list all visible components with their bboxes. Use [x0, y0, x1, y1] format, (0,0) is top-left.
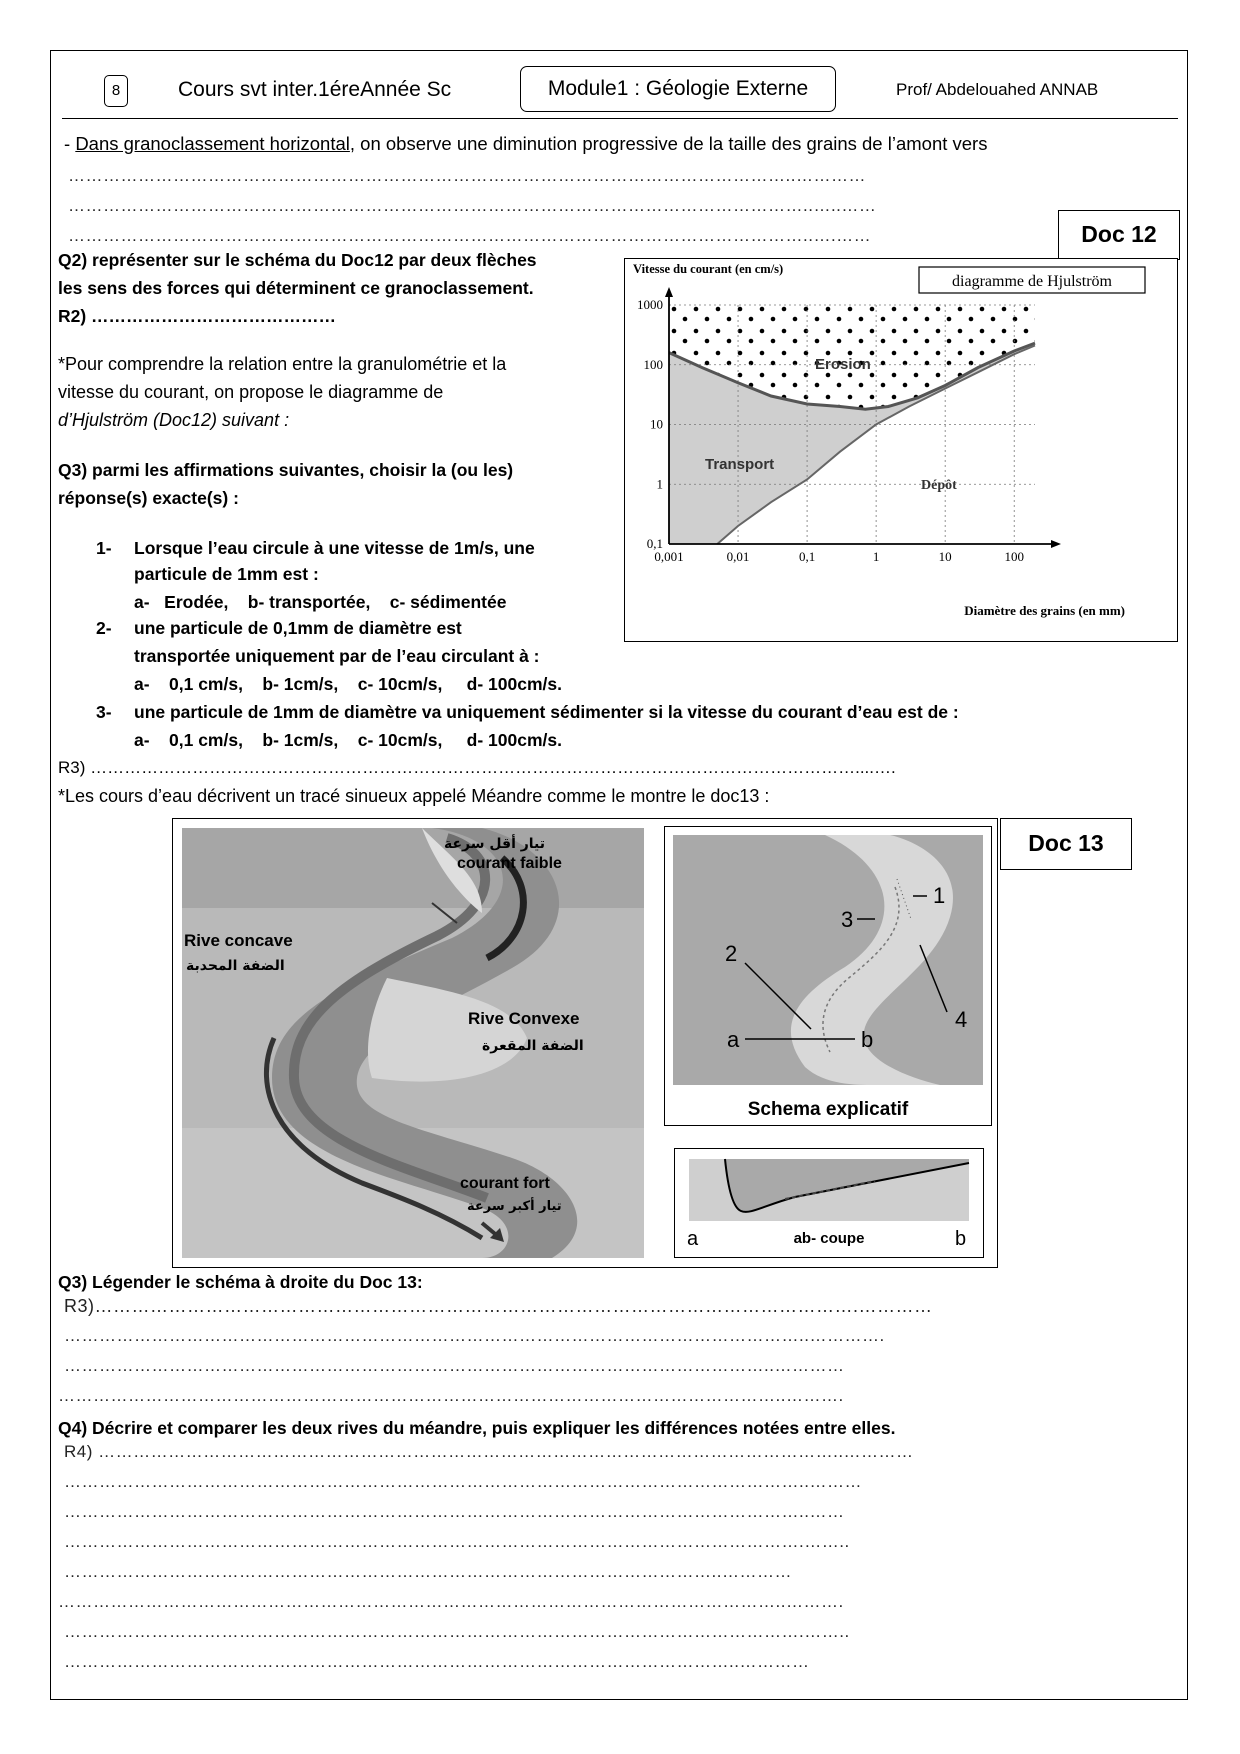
answer-line: ……………………………………………………………………………………………………..…………: [64, 1652, 810, 1671]
coupe-svg: [675, 1149, 983, 1257]
item-number: 2-: [96, 618, 112, 638]
answer-line: R4) ………………………………………………………………………………………………………………..…………: [64, 1442, 914, 1461]
rive-convexe-ar: الضفة المقعرة: [482, 1038, 584, 1054]
answer-line: ………………………………………………………………………………………………………………..……: [64, 1502, 845, 1521]
x-tick-label: 10: [938, 549, 952, 564]
courant-fort-label: courant fort: [460, 1175, 550, 1192]
prof-name: Prof/ Abdelouahed ANNAB: [896, 80, 1099, 99]
x-axis-title: Diamètre des grains (en mm): [964, 603, 1125, 618]
schema-label-4: 4: [955, 1007, 968, 1032]
coupe-ab: [674, 1148, 984, 1258]
schema-label-1: 1: [933, 883, 946, 908]
x-tick-label: 100: [1004, 549, 1024, 564]
answer-line: …………………………………………………………………………………………………..…………: [64, 1562, 792, 1581]
answer-line: ……………………………………………………………………………………………………………..…………: [68, 166, 866, 185]
hjulstrom-svg: [625, 259, 1177, 641]
para-line: *Pour comprendre la relation entre la granulométrie et la: [58, 354, 507, 374]
module-title: Module1 : Géologie Externe: [520, 66, 836, 112]
doc12-label: Doc 12: [1058, 210, 1180, 260]
item-text: Lorsque l’eau circule à une vitesse de 1m/s, une: [134, 538, 535, 558]
meandre-photo: [182, 828, 644, 1258]
q3-line: Q3) parmi les affirmations suivantes, choisir la (ou les): [58, 460, 514, 480]
y-tick-label: 1000: [637, 297, 663, 312]
x-tick-label: 0,001: [654, 549, 684, 564]
x-tick-label: 1: [872, 549, 880, 564]
header-divider: [62, 118, 1178, 119]
para-line: d’Hjulström (Doc12) suivant :: [58, 410, 290, 430]
r3-line: R3) ………………………………………………………………………………………………………………………....….: [58, 758, 896, 777]
q3-line: réponse(s) exacte(s) :: [58, 488, 239, 508]
answer-line: R3)…………………………………………………………………………………………………………….…………: [64, 1296, 933, 1316]
coupe-label-b: b: [955, 1228, 967, 1250]
item-text: transportée uniquement par de l’eau circulant à :: [134, 646, 540, 666]
schema-label-b: b: [861, 1027, 874, 1052]
intro-underlined: Dans granoclassement horizontal: [75, 133, 350, 154]
schema-svg: [665, 827, 991, 1125]
courant-fort-ar: تيار أكبر سرعة: [467, 1199, 562, 1214]
coupe-caption: ab- coupe: [793, 1230, 865, 1247]
intro-sentence: - Dans granoclassement horizontal, on observe une diminution progressive de la taille des grains de l’amont vers: [64, 133, 988, 154]
region-label-depot: Dépôt: [921, 478, 957, 493]
courant-faible-label: courant faible: [457, 855, 562, 872]
x-tick-label: 0,1: [798, 549, 816, 564]
q4-title: Q4) Décrire et comparer les deux rives du méandre, puis expliquer les différences notées entre elles.: [58, 1418, 896, 1438]
item-options: a- 0,1 cm/s, b- 1cm/s, c- 10cm/s, d- 100cm/s.: [134, 674, 562, 694]
y-tick-label: 0,1: [646, 536, 663, 551]
schema-explicatif: [664, 826, 992, 1126]
schema-label-a: a: [727, 1027, 740, 1052]
x-tick-label: 0,01: [726, 549, 750, 564]
answer-line: …………………………………………………………………………………………………………..…………: [64, 1356, 845, 1375]
meandre-intro: *Les cours d’eau décrivent un tracé sinueux appelé Méandre comme le montre le doc13 :: [58, 786, 770, 806]
answer-line: ………………………………………………………………………………………………………………..………: [64, 1472, 862, 1491]
q2-line: les sens des forces qui déterminent ce granoclassement.: [58, 278, 534, 298]
item-text: particule de 1mm est :: [134, 564, 319, 584]
item-options: a- 0,1 cm/s, b- 1cm/s, c- 10cm/s, d- 100cm/s.: [134, 730, 562, 750]
region-label-transport: Transport: [705, 456, 775, 473]
q2-line: Q2) représenter sur le schéma du Doc12 par deux flèches: [58, 250, 537, 270]
r2-line: R2) ……………………………………: [58, 306, 337, 326]
answer-line: ……………………………………………………………………………………………………………..……….: [58, 1592, 844, 1611]
page-number: 8: [104, 75, 128, 107]
y-tick-label: 10: [650, 416, 663, 432]
y-axis-title: Vitesse du courant (en cm/s): [633, 262, 784, 276]
item-text: une particule de 0,1mm de diamètre est: [134, 618, 462, 638]
y-axis-arrow: [665, 287, 673, 297]
answer-line: ……………………………………………………………………………………………………………….……..: [64, 1622, 850, 1641]
q3b-title: Q3) Légender le schéma à droite du Doc 13:: [58, 1272, 423, 1292]
rive-convexe-label: Rive Convexe: [468, 1009, 580, 1028]
answer-line: ………………………………………………………………………………………………………………..….……: [68, 226, 872, 245]
region-label-erosion: Erosion: [815, 356, 871, 373]
item-number: 3-: [96, 702, 112, 722]
item-number: 1-: [96, 538, 112, 558]
courant-faible-ar: تيار أقل سرعة: [444, 836, 546, 852]
para-line: vitesse du courant, on propose le diagramme de: [58, 382, 444, 402]
coupe-label-a: a: [687, 1228, 699, 1250]
answer-line: ………………………………………………………………………………………………………………..…..……: [68, 196, 877, 215]
y-tick-label: 100: [643, 356, 663, 372]
hjulstrom-chart: [624, 258, 1178, 642]
x-axis-arrow: [1051, 540, 1061, 548]
rive-concave-ar: الضفة المحدبة: [186, 958, 285, 974]
doc13-label: Doc 13: [1000, 818, 1132, 870]
item-text: une particule de 1mm de diamètre va uniquement sédimenter si la vitesse du courant d’eau est de :: [134, 702, 959, 722]
course-title: Cours svt inter.1éreAnnée Sc: [178, 78, 452, 101]
schema-label-3: 3: [841, 907, 854, 932]
schema-caption: Schema explicatif: [747, 1099, 909, 1120]
answer-line: ……………………………………………………………………………………………………………….……..: [64, 1532, 850, 1551]
rive-concave-label: Rive concave: [184, 931, 293, 950]
item-options: a- Erodée, b- transportée, c- sédimentée: [134, 592, 507, 612]
chart-title: diagramme de Hjulström: [952, 273, 1112, 290]
answer-line: ………………………………………………………………………………………………………………..………….: [64, 1326, 885, 1345]
schema-label-2: 2: [725, 941, 738, 966]
meandre-photo-svg: [182, 828, 644, 1258]
answer-line: ……………………………………………………………………………………………………………..……….: [58, 1386, 844, 1405]
y-tick-label: 1: [656, 476, 663, 492]
